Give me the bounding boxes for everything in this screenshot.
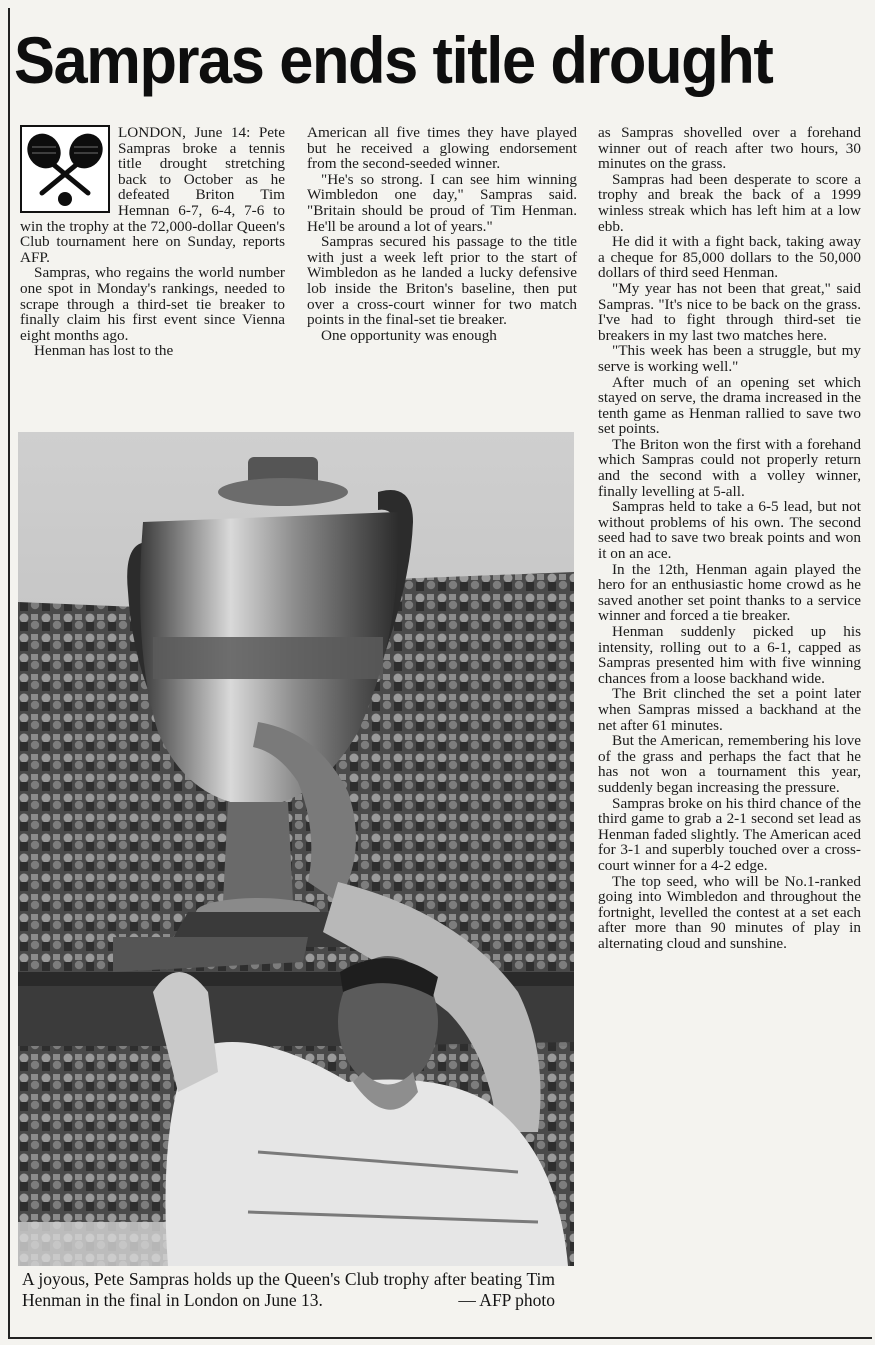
paragraph: "This week has been a struggle, but my serve is working well." — [598, 342, 861, 375]
trophy-photo — [18, 432, 574, 1266]
crossed-tennis-rackets-icon — [20, 125, 110, 213]
paragraph: Sampras broke on his third chance of the third game to grab a 2-1 second set lead as Henman faded slightly. The American aced for 3-1 and superbly touched over a cross-court winner for a 4-2 edge. — [598, 794, 861, 874]
paragraph: The Briton won the first with a forehand which Sampras could not properly return and the second with a volley winner, finally levelling at 5-all. — [598, 435, 861, 500]
paragraph: LONDON, June 14: Pete Sampras broke a tennis title drought stretching back to October as he defeated Briton Tim Hemnan 6-7, 6-4, 7-6 to win the trophy at the 72,000-dollar Queen's Club tournament here on Sunday, reports AFP. — [20, 124, 285, 266]
paragraph: Sampras held to take a 6-5 lead, but not without problems of his own. The second seed had to save two break points and won it on an ace. — [598, 498, 861, 563]
paragraph: Sampras, who regains the world number one spot in Monday's rankings, needed to scrape through a third-set tie breaker to finally claim his first event since Vienna eight months ago. — [20, 264, 285, 344]
paragraph: In the 12th, Henman again played the hero for an enthusiastic home crowd as he saved another set point thanks to a service winner and forced a tie breaker. — [598, 560, 861, 625]
photo-credit: — AFP photo — [458, 1290, 555, 1310]
paragraph: But the American, remembering his love of the grass and perhaps the fact that he has not won a tournament this year, suddenly began increasing the pressure. — [598, 732, 861, 796]
paragraph: "He's so strong. I can see him winning Wimbledon one day," Sampras said. "Britain should be proud of Tim Henman. He'll be around a lot of years." — [307, 170, 577, 235]
paragraph: One opportunity was enough — [321, 326, 497, 344]
paragraph: "My year has not been that great," said Sampras. "It's nice to be back on the grass. I've had to fight through third-set tie breakers in my last two matches here. — [598, 279, 861, 344]
paragraph: Sampras had been desperate to score a trophy and break the back of a 1999 winless streak which has left him at a low ebb. — [598, 170, 861, 235]
paragraph: Henman has lost to the — [34, 342, 174, 360]
paragraph: He did it with a fight back, taking away a cheque for 85,000 dollars to the 50,000 dollars of third seed Henman. — [598, 233, 861, 282]
article-column-3 — [598, 125, 861, 951]
article-column-2 — [307, 125, 577, 343]
article-column-1 — [20, 125, 285, 359]
headline: Sampras ends title drought — [14, 23, 773, 97]
paragraph: The Brit clinched the set a point later when Sampras missed a backhand at the net after 61 minutes. — [598, 685, 861, 734]
paragraph: American all five times they have played but he received a glowing endorsement from the second-seeded winner. — [307, 124, 577, 173]
paragraph: as Sampras shovelled over a forehand winner out of reach after two hours, 30 minutes on the grass. — [598, 124, 861, 173]
photo-caption — [22, 1269, 555, 1311]
caption-text: A joyous, Pete Sampras holds up the Queen's Club trophy after beating Tim Henman in the final in London on June 13. — [22, 1269, 555, 1310]
paragraph: The top seed, who will be No.1-ranked going into Wimbledon and throughout the fortnight, levelled the contest at a set each after more than 90 minutes of play in alternating cloud and sunshine. — [598, 872, 861, 952]
paragraph: Sampras secured his passage to the title with just a week left prior to the start of Wimbledon as he landed a lucky defensive lob inside the Briton's baseline, then put over a cross-court winner for two match points in the final-set tie breaker. — [307, 233, 577, 329]
paragraph: Henman suddenly picked up his intensity, rolling out to a 6-1, capped as Sampras presented him with five winning chances from a loose backhand wide. — [598, 623, 861, 687]
paragraph: After much of an opening set which stayed on serve, the drama increased in the tenth game as Henman rallied to save two set points. — [598, 373, 861, 438]
